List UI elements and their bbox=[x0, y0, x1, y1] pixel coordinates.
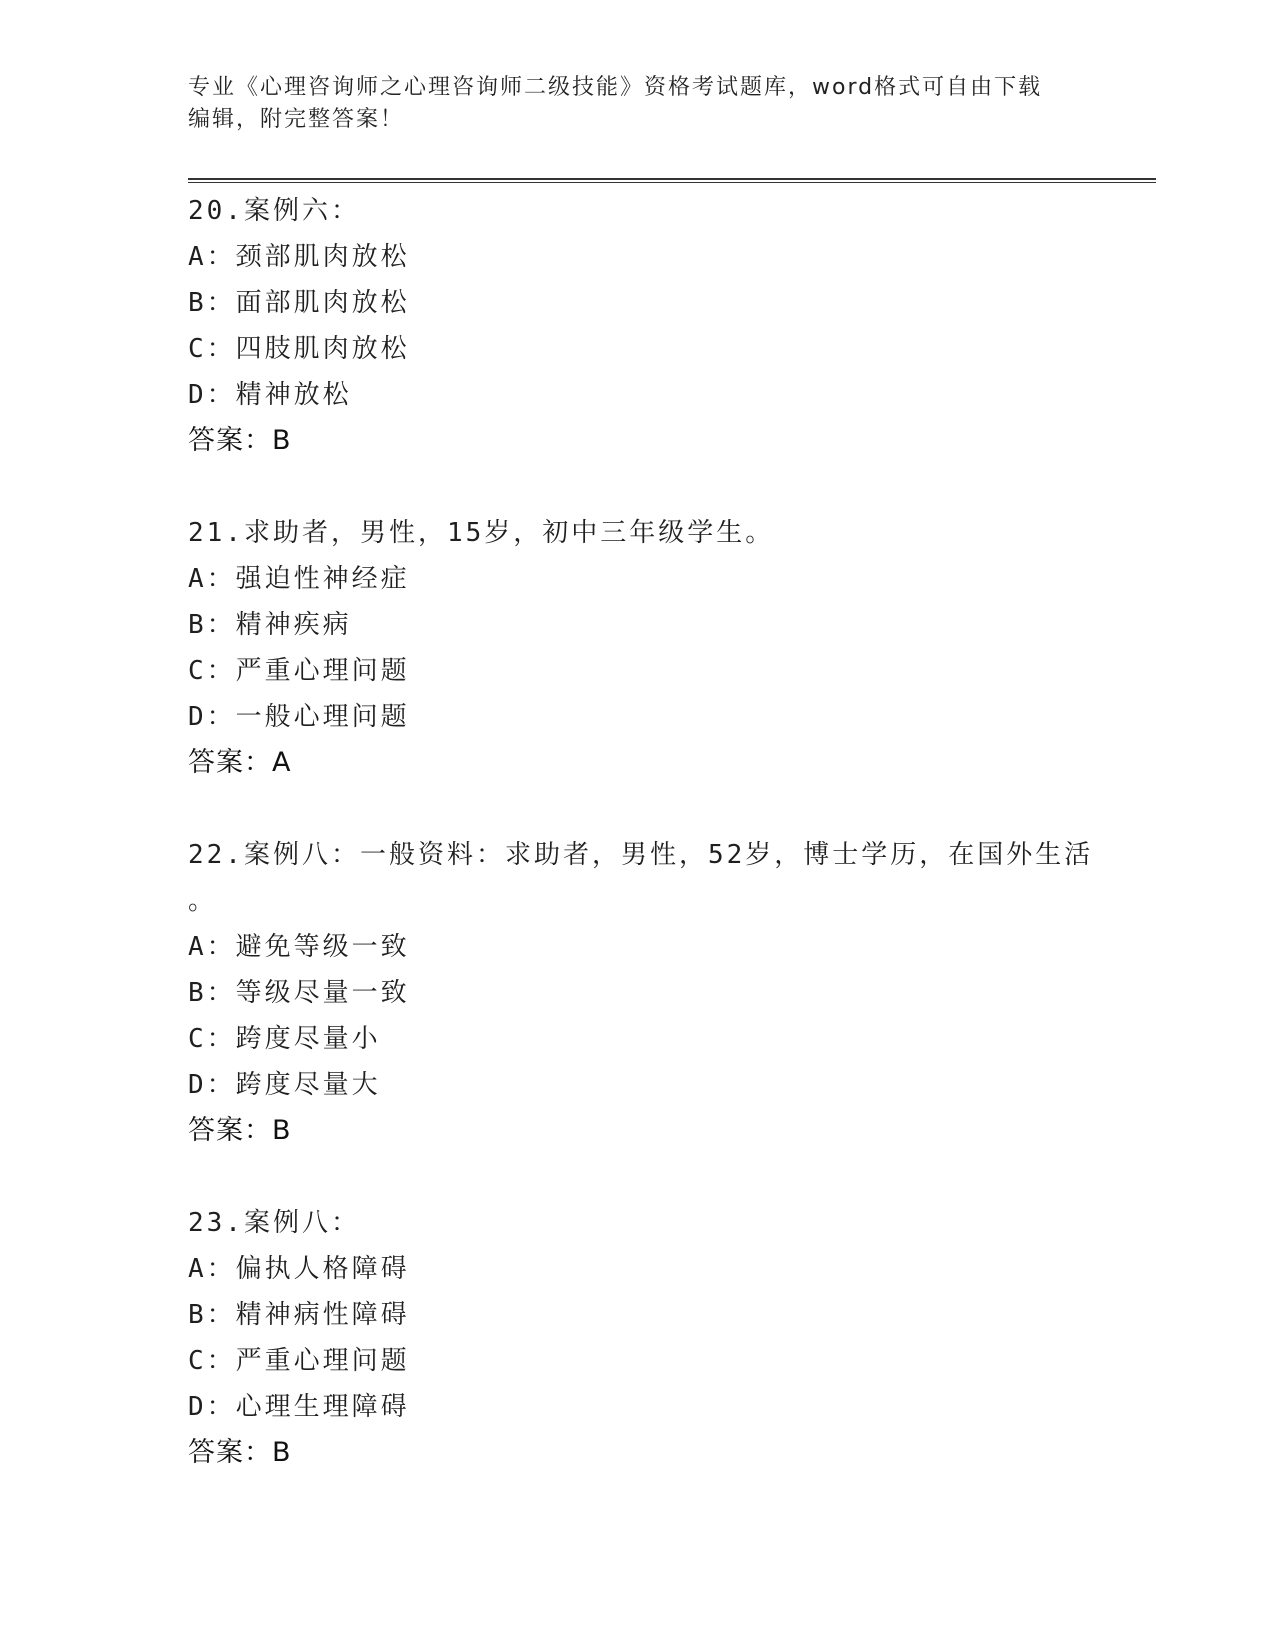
option-a: A：颈部肌肉放松 bbox=[188, 242, 410, 272]
option-b: B：等级尽量一致 bbox=[188, 978, 410, 1008]
option-d: D：心理生理障碍 bbox=[188, 1392, 410, 1422]
question-stem: 22.案例八：一般资料：求助者，男性，52岁，博士学历，在国外生活 bbox=[188, 840, 1094, 870]
question-stem-continuation: 。 bbox=[188, 886, 218, 916]
question-stem: 23.案例八： bbox=[188, 1208, 360, 1238]
question-list bbox=[188, 188, 1094, 1522]
option-a: A：避免等级一致 bbox=[188, 932, 410, 962]
question-stem: 21.求助者，男性，15岁，初中三年级学生。 bbox=[188, 518, 775, 548]
answer: 答案：B bbox=[188, 1115, 292, 1146]
option-d: D：精神放松 bbox=[188, 380, 352, 410]
question-23 bbox=[188, 1200, 1088, 1476]
option-c: C：严重心理问题 bbox=[188, 1346, 410, 1376]
option-d: D：跨度尽量大 bbox=[188, 1070, 381, 1100]
option-d: D：一般心理问题 bbox=[188, 702, 410, 732]
header-line-2: 编辑，附完整答案！ bbox=[188, 107, 405, 132]
option-a: A：偏执人格障碍 bbox=[188, 1254, 410, 1284]
option-a: A：强迫性神经症 bbox=[188, 564, 410, 594]
answer: 答案：B bbox=[188, 1437, 292, 1468]
header-divider bbox=[188, 178, 1156, 183]
option-b: B：精神疾病 bbox=[188, 610, 352, 640]
option-c: C：跨度尽量小 bbox=[188, 1024, 381, 1054]
option-c: C：严重心理问题 bbox=[188, 656, 410, 686]
answer: 答案：A bbox=[188, 747, 292, 778]
header-line-1: 专业《心理咨询师之心理咨询师二级技能》资格考试题库，word格式可自由下载 bbox=[188, 75, 1043, 100]
option-b: B：精神病性障碍 bbox=[188, 1300, 410, 1330]
question-21 bbox=[188, 510, 1088, 786]
document-header bbox=[188, 72, 1088, 136]
question-22 bbox=[188, 832, 1094, 1154]
question-stem: 20.案例六： bbox=[188, 196, 360, 226]
option-c: C：四肢肌肉放松 bbox=[188, 334, 410, 364]
option-b: B：面部肌肉放松 bbox=[188, 288, 410, 318]
question-20 bbox=[188, 188, 1088, 464]
answer: 答案：B bbox=[188, 425, 292, 456]
